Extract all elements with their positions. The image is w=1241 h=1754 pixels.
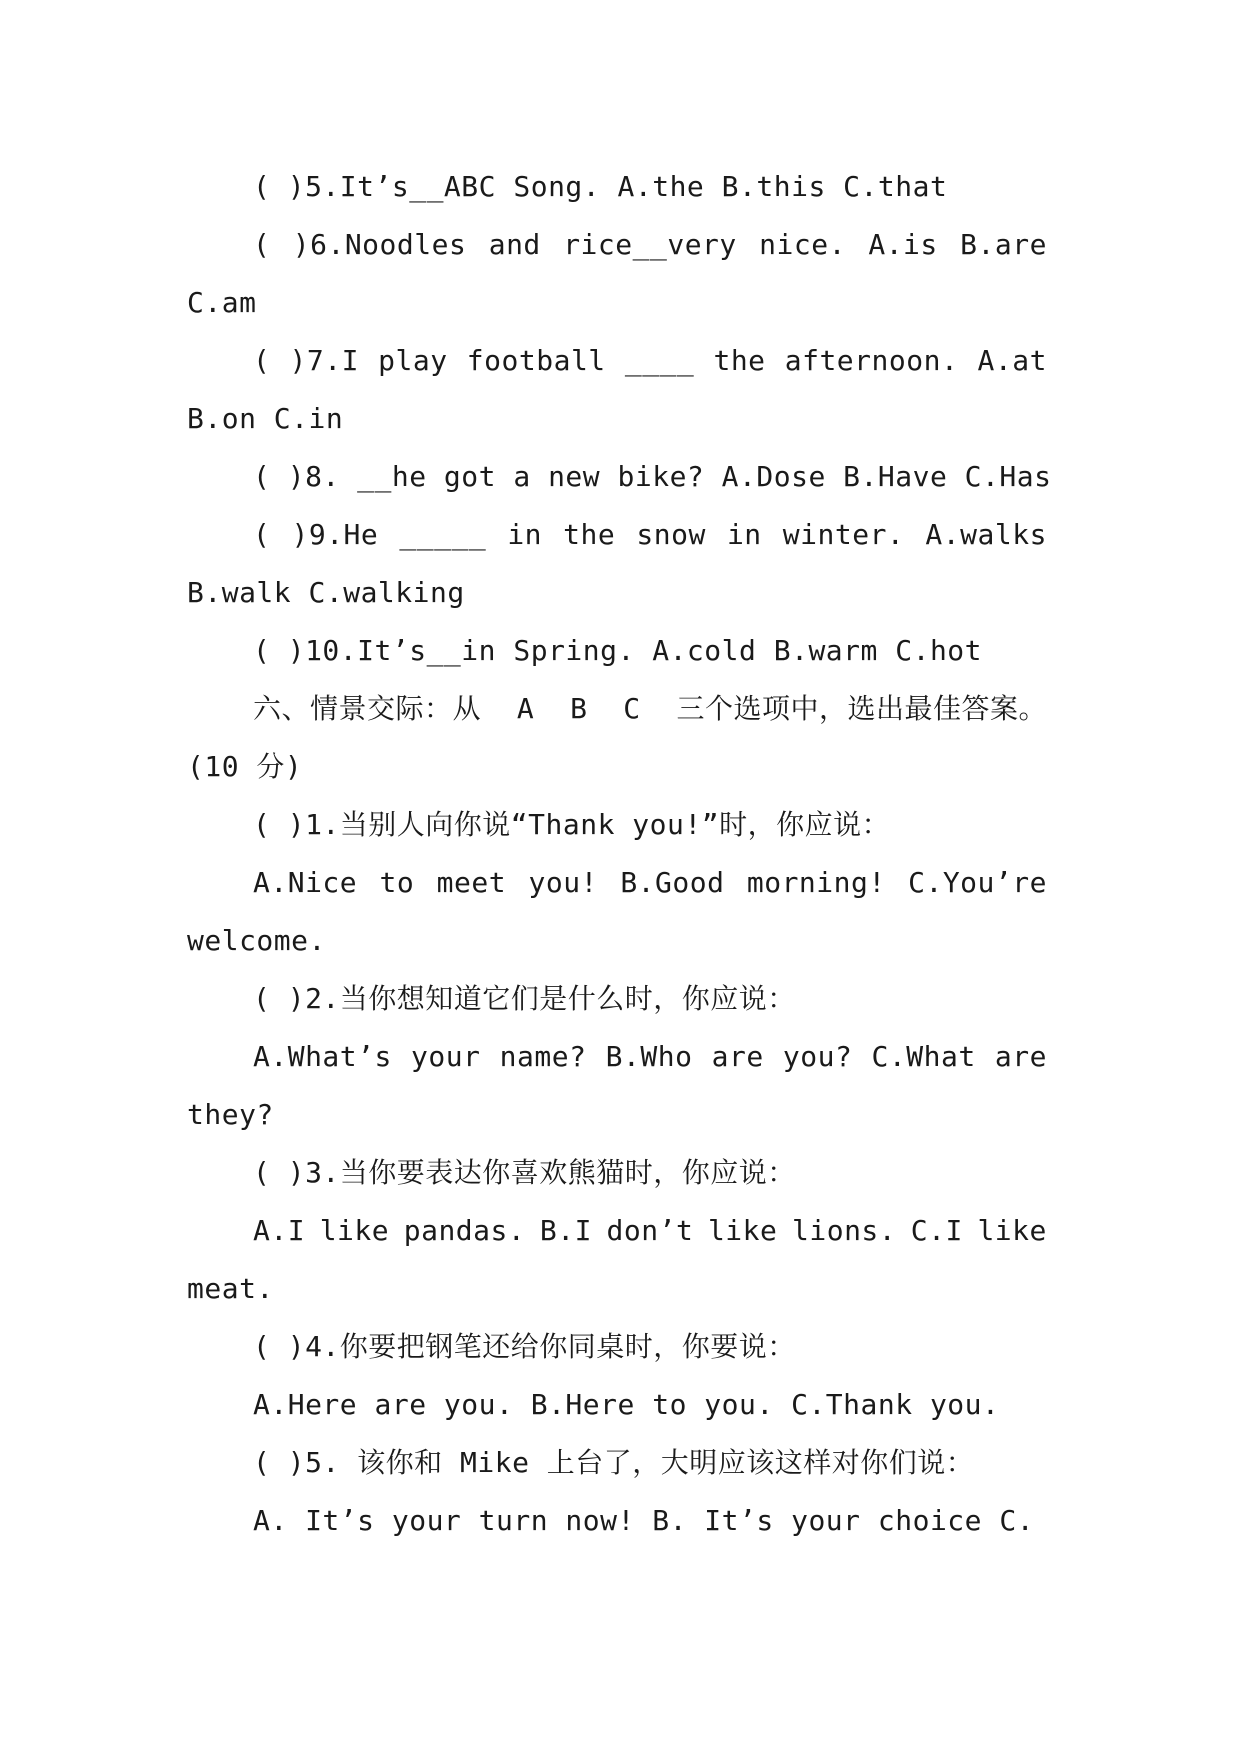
word: winter. — [782, 518, 905, 551]
text-line — [187, 1028, 1047, 1086]
word: pandas. — [403, 1214, 526, 1247]
text-line: C.am — [187, 286, 257, 319]
word: 三个选项中，选出最佳答案。 — [676, 692, 1047, 725]
word: B.are — [960, 228, 1047, 261]
text-line — [187, 680, 1047, 738]
word: you! — [528, 866, 598, 899]
word: 六、情景交际：从 — [253, 692, 482, 725]
word: A.Nice — [253, 866, 358, 899]
word: A.walks — [925, 518, 1047, 551]
text-line: ( )3.当你要表达你喜欢熊猫时，你应说： — [253, 1156, 796, 1189]
word: snow — [636, 518, 706, 551]
word: ( — [253, 344, 271, 377]
text-line: ( )5.It’s__ABC Song. A.the B.this C.that — [253, 170, 948, 203]
text-line: ( )10.It’s__in Spring. A.cold B.warm C.hot — [253, 634, 983, 667]
word: A.at — [977, 344, 1047, 377]
word: the — [563, 518, 616, 551]
word: like — [707, 1214, 778, 1247]
word: A.is — [868, 228, 938, 261]
word: rice__very — [563, 228, 737, 261]
text-line: A.Here are you. B.Here to you. C.Thank you. — [253, 1388, 1000, 1421]
text-line — [187, 854, 1047, 912]
word: B.Good — [620, 866, 725, 899]
word: are — [994, 1040, 1047, 1073]
text-line — [187, 506, 1047, 564]
word: meet — [436, 866, 507, 899]
word: football — [466, 344, 606, 377]
word: you? — [782, 1040, 853, 1073]
text-line: meat. — [187, 1272, 274, 1305]
word: nice. — [759, 228, 846, 261]
word: B.Who — [605, 1040, 693, 1073]
word: A.What’s — [253, 1040, 392, 1073]
word: are — [711, 1040, 764, 1073]
text-line — [187, 216, 1047, 274]
word: C.You’re — [908, 866, 1047, 899]
text-line: they? — [187, 1098, 274, 1131]
word: ( — [253, 228, 271, 261]
word: )9.He — [291, 518, 379, 551]
text-line: A. It’s your turn now! B. It’s your choice C. — [253, 1504, 1035, 1537]
word: A — [516, 692, 535, 725]
word: ( — [253, 518, 271, 551]
text-line — [187, 1202, 1047, 1260]
word: in — [507, 518, 543, 551]
text-line — [187, 332, 1047, 390]
word: A.I — [253, 1214, 306, 1247]
text-line: ( )8. __he got a new bike? A.Dose B.Have C.Has — [253, 460, 1052, 493]
word: morning! — [746, 866, 886, 899]
word: _____ — [399, 518, 487, 551]
text-line: ( )5. 该你和 Mike 上台了，大明应该这样对你们说： — [253, 1446, 975, 1479]
word: lions. — [792, 1214, 897, 1247]
text-line: B.walk C.walking — [187, 576, 465, 609]
word: like — [977, 1214, 1047, 1247]
text-line: ( )1.当别人向你说“Thank you!”时，你应说： — [253, 808, 891, 841]
word: C — [623, 692, 641, 725]
word: C.What — [871, 1040, 976, 1073]
word: )7.I — [289, 344, 359, 377]
text-line: ( )4.你要把钢笔还给你同桌时，你要说： — [253, 1330, 796, 1363]
word: name? — [499, 1040, 587, 1073]
word: and — [488, 228, 541, 261]
word: like — [319, 1214, 390, 1247]
word: the — [713, 344, 766, 377]
word: to — [379, 866, 415, 899]
text-line: (10 分) — [187, 750, 303, 783]
word: don’t — [606, 1214, 694, 1247]
text-line: ( )2.当你想知道它们是什么时，你应说： — [253, 982, 796, 1015]
word: play — [378, 344, 448, 377]
word: ____ — [624, 344, 695, 377]
word: your — [411, 1040, 481, 1073]
word: B — [570, 692, 588, 725]
text-line: welcome. — [187, 924, 326, 957]
document-page — [187, 158, 1052, 1550]
text-line: B.on C.in — [187, 402, 344, 435]
word: )6.Noodles — [292, 228, 467, 261]
word: C.I — [910, 1214, 963, 1247]
word: B.I — [539, 1214, 592, 1247]
word: in — [726, 518, 762, 551]
word: afternoon. — [784, 344, 959, 377]
